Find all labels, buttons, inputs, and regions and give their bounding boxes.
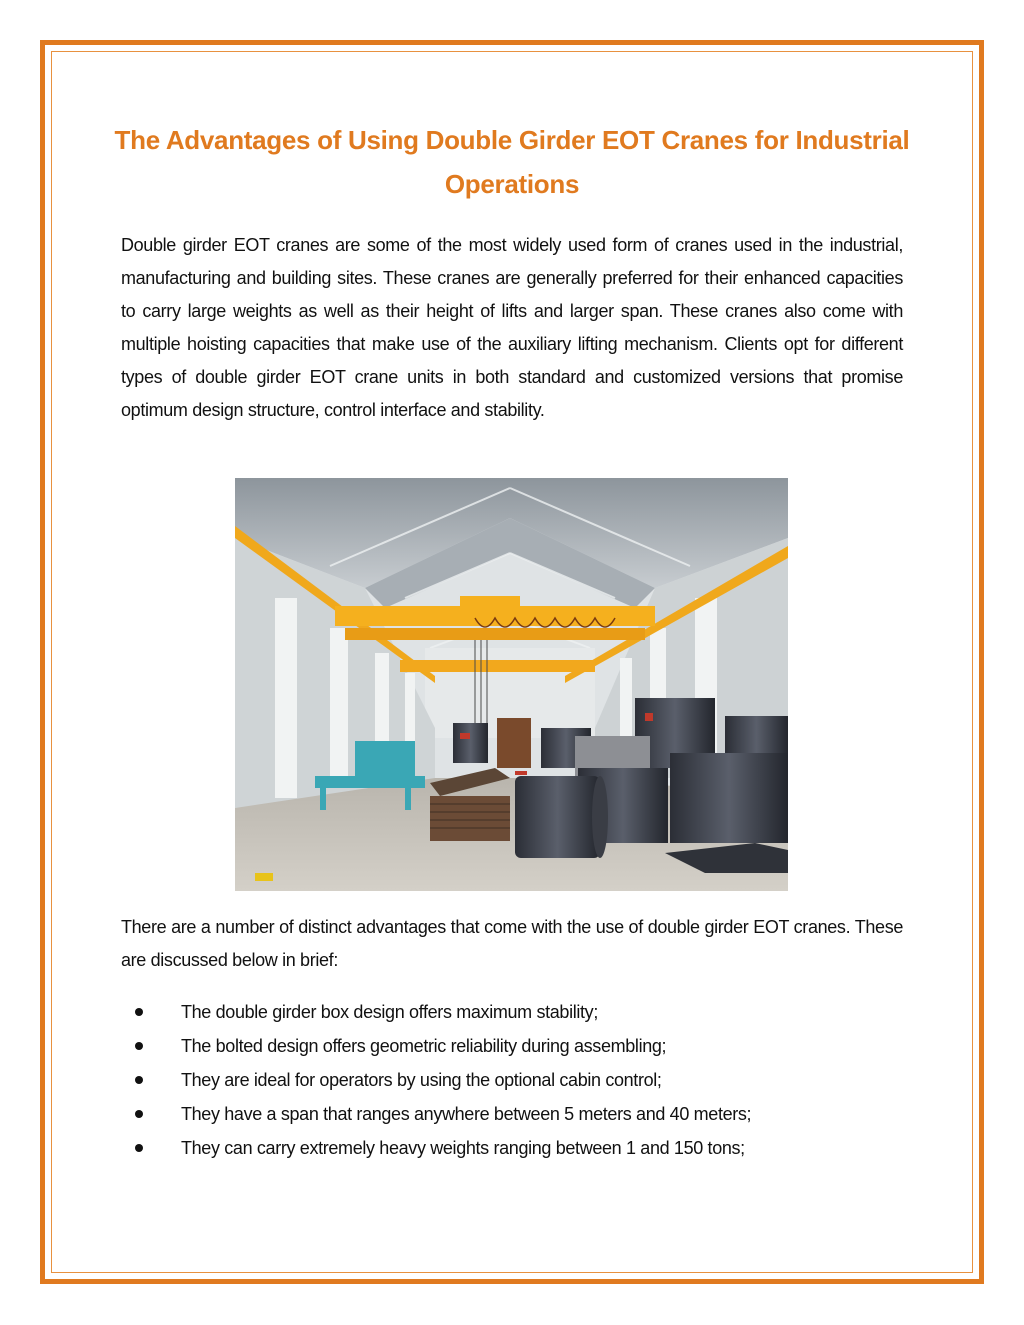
bullet-icon — [135, 1042, 143, 1050]
list-item — [121, 1131, 911, 1165]
list-item — [121, 1063, 911, 1097]
list-item — [121, 995, 911, 1029]
bullet-icon — [135, 1008, 143, 1016]
document-title: The Advantages of Using Double Girder EOT Cranes for Industrial Operations — [114, 125, 910, 199]
bullet-icon — [135, 1144, 143, 1152]
intro-paragraph: Double girder EOT cranes are some of the most widely used form of cranes used in the industrial, manufacturing and building sites. These cranes are generally preferred for their enhanced capacities to carry large weights as well as their height of lifts and larger span. These cranes also come with multiple hoisting capacities that make use of the auxiliary lifting mechanism. Clients opt for different types of double girder EOT crane units in both standard and customized versions that promise optimum design structure, control interface and stability. — [121, 235, 903, 420]
warehouse-crane-photo — [235, 478, 788, 891]
advantages-intro-paragraph: There are a number of distinct advantages that come with the use of double girder EOT cranes. These are discussed below in brief: — [121, 917, 903, 970]
list-item-text: The double girder box design offers maximum stability; — [181, 1002, 598, 1022]
advantages-list — [121, 995, 911, 1165]
list-item — [121, 1029, 911, 1063]
list-item-text: They have a span that ranges anywhere between 5 meters and 40 meters; — [181, 1104, 752, 1124]
bullet-icon — [135, 1076, 143, 1084]
list-item — [121, 1097, 911, 1131]
list-item-text: The bolted design offers geometric reliability during assembling; — [181, 1036, 667, 1056]
list-item-text: They are ideal for operators by using the optional cabin control; — [181, 1070, 662, 1090]
list-item-text: They can carry extremely heavy weights ranging between 1 and 150 tons; — [181, 1138, 745, 1158]
bullet-icon — [135, 1110, 143, 1118]
